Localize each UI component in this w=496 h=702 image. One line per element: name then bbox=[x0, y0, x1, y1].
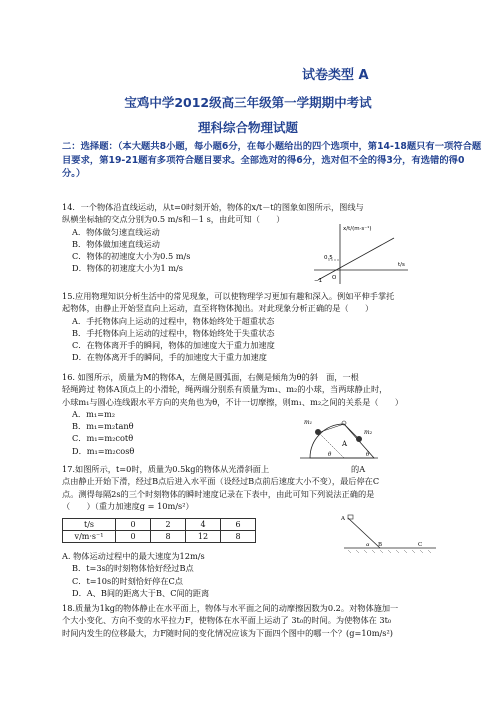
q17-options bbox=[62, 550, 482, 599]
exam-subject: 理科综合物理试题 bbox=[197, 120, 298, 135]
q16-stem-line2: 轻绳跨过 物体A顶点上的小滑轮，绳两端分别系有质量为m₁、m₂的小球，当两球静止时， bbox=[62, 384, 388, 395]
q17-option-c: C．t=10s的时刻恰好停在C点 bbox=[72, 575, 183, 586]
q17-label-b: B bbox=[378, 542, 383, 548]
q16-figure bbox=[298, 410, 380, 462]
q17-stem-line3: 点。测得每隔2s的三个时刻物体的瞬时速度记录在下表中，由此可知下列说法正确的是 bbox=[62, 488, 375, 499]
table-cell: 0 bbox=[116, 531, 151, 543]
q14-y-tick: 0.5 bbox=[324, 255, 333, 261]
q16-label-a: A bbox=[342, 440, 348, 448]
q18-stem-line2: 个大小变化、方向不变的水平拉力F，使物体在水平面上运动了 3t₀的时间。为使物体在 3t₀ bbox=[62, 615, 392, 626]
table-cell: t/s bbox=[63, 519, 116, 531]
q17-stem-line4: （ ）（重力加速度g = 10m/s²） bbox=[62, 500, 194, 511]
q15-option-b: B．手托物体向上运动的过程中，物体始终处于失重状态 bbox=[72, 327, 275, 338]
table-cell: 8 bbox=[221, 531, 256, 543]
table-cell: 12 bbox=[186, 531, 221, 543]
q15-option-c: C．在物体离开手的瞬间，物体的加速度大于重力加速度 bbox=[72, 340, 275, 351]
q16-ball-m1 bbox=[315, 429, 321, 435]
q16-angle-1: θ bbox=[328, 452, 332, 458]
q17-label-a: A bbox=[341, 516, 345, 522]
q14-origin: O bbox=[332, 275, 337, 281]
table-cell: v/m·s⁻¹ bbox=[63, 531, 116, 543]
q17-option-a: A. 物体运动过程中的最大速度为12m/s bbox=[62, 551, 205, 561]
q16-option-c: C．m₁=m₂cotθ bbox=[72, 433, 134, 444]
q17-velocity-table bbox=[62, 518, 256, 543]
q17-stem-line1: 17.如图所示，t=0时，质量为0.5kg的物体从光滑斜面上 的A bbox=[62, 464, 366, 474]
table-cell: 6 bbox=[221, 519, 256, 531]
q16-rope-right bbox=[344, 424, 358, 438]
q15-option-a: A．手托物体向上运动的过程中，物体始终处于超重状态 bbox=[72, 315, 275, 326]
q17-option-b: B．t=3s的时刻物体恰好经过B点 bbox=[72, 563, 194, 574]
table-cell: 2 bbox=[151, 519, 186, 531]
q14-option-a: A．物体做匀速直线运动 bbox=[72, 226, 160, 237]
table-cell: 8 bbox=[151, 531, 186, 543]
q18-stem-line1: 18.质量为1kg的物体静止在水平面上，物体与水平面之间的动摩擦因数为0.2。对物体施加一 bbox=[62, 603, 399, 613]
q17-hatching bbox=[348, 550, 431, 553]
q14-option-c: C．物体的初速度大小为0.5 m/s bbox=[72, 251, 191, 262]
q14-x-tick: −1 bbox=[314, 278, 323, 284]
q17-stem-line2: 点由静止开始下滑，经过B点后进入水平面（设经过B点前后速度大小不变），最后停在C bbox=[62, 476, 380, 487]
q16-ball-m2 bbox=[356, 436, 362, 442]
question-17 bbox=[62, 463, 482, 512]
q14-option-d: D．物体的初速度大小为1 m/s bbox=[72, 263, 183, 274]
q16-angle-2: θ bbox=[366, 452, 370, 458]
q14-x-label: t/s bbox=[398, 262, 405, 268]
q17-label-c: C bbox=[418, 542, 423, 548]
q15-option-d: D．在物体离开手的瞬间，手的加速度大于重力加速度 bbox=[72, 352, 267, 363]
q16-option-d: D．m₁=m₂cosθ bbox=[72, 445, 135, 456]
q16-label-m2: m₂ bbox=[364, 429, 373, 436]
q16-option-a: A．m₁=m₂ bbox=[72, 408, 116, 419]
table-cell: 0 bbox=[116, 519, 151, 531]
table-row bbox=[63, 519, 256, 531]
q16-rope-left bbox=[320, 424, 344, 432]
q15-stem-line2: 起物体，由静止开始竖直向上运动，直至将物体抛出。对此现象分析正确的是（ ） bbox=[62, 303, 374, 314]
q16-option-b: B．m₁=m₂tanθ bbox=[72, 421, 134, 432]
question-16 bbox=[62, 371, 482, 457]
q16-stem-line3: 小球m₁与圆心连线跟水平方向的夹角也为θ，不计一切摩擦，则m₁、m₂之间的关系是（ ） bbox=[62, 396, 404, 407]
q14-graph bbox=[310, 222, 410, 286]
q16-stem-line1: 16. 如图所示，质量为M的物体A，左侧是圆弧面，右侧是倾角为θ的斜 面，一根 bbox=[62, 372, 359, 382]
exam-title: 宝鸡中学2012级高三年级第一学期期中考试 bbox=[124, 95, 372, 110]
q17-incline bbox=[348, 518, 383, 548]
q15-stem-line1: 15.应用物理知识分析生活中的常见现象，可以使物理学习更加有趣和深入。例如平伸手掌托 bbox=[62, 291, 395, 301]
table-row bbox=[63, 531, 256, 543]
q17-figure bbox=[340, 512, 440, 554]
q16-radius bbox=[320, 434, 344, 458]
section-instructions: 二：选择题：（本大题共8小题，每小题6分，在每小题给出的四个选项中，第14-18题只有一项符合题目要求，第19-21题有多项符合题目要求。全部选对的得6分，选对但不全的得3分，有选错的得0分。） bbox=[62, 141, 482, 180]
q18-stem-line3: 时间内发生的位移最大，力F随时间的变化情况应该为下面四个图中的哪一个？(g=10m/s²) bbox=[62, 627, 393, 638]
question-14 bbox=[62, 201, 482, 275]
q14-option-b: B．物体做加速直线运动 bbox=[72, 238, 160, 249]
question-18 bbox=[62, 602, 482, 639]
q14-y-label: x/t/(m·s⁻¹) bbox=[343, 226, 372, 232]
q14-stem-line2: 纵横坐标轴的交点分别为0.5 m/s和－1 s，由此可知（ ） bbox=[62, 214, 285, 225]
q14-stem-line1: 14．一个物体沿直线运动，从t=0时刻开始，物体的x/t－t的图象如图所示，图线与 bbox=[62, 202, 364, 212]
table-cell: 4 bbox=[186, 519, 221, 531]
q17-angle: α bbox=[366, 542, 370, 548]
question-15 bbox=[62, 290, 482, 364]
paper-type: 试卷类型 A bbox=[302, 68, 369, 83]
q16-label-m1: m₁ bbox=[304, 419, 313, 426]
q17-option-d: D．A、B间的距离大于B、C间的距离 bbox=[72, 587, 210, 598]
